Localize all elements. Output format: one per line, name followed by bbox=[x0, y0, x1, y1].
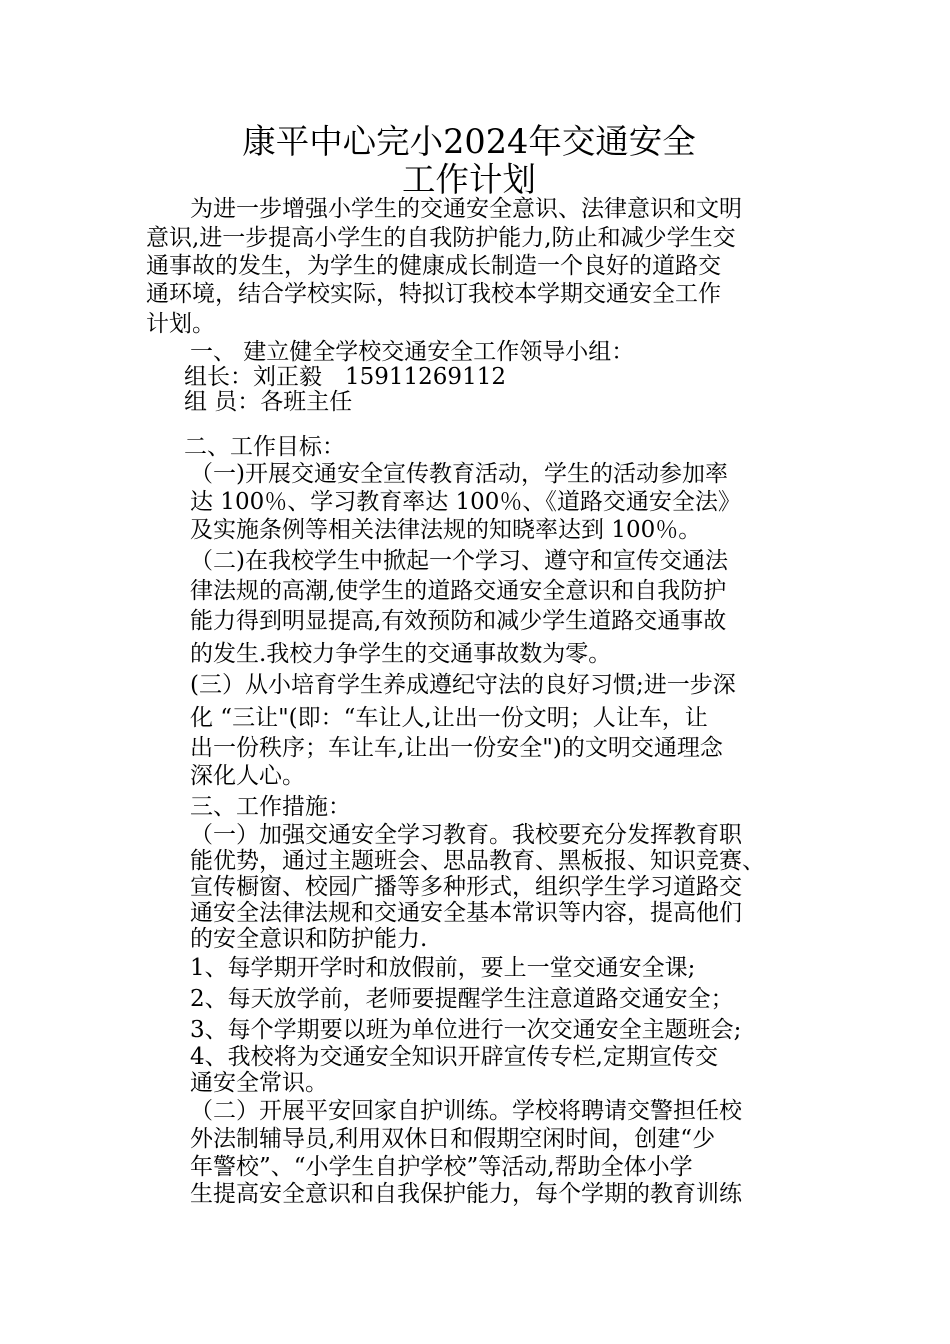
goal-3-line-2: 化 “三让"(即：“车让人,让出一份文明；人让车，让 bbox=[190, 705, 708, 731]
measure-item-4-line-1: 4、我校将为交通安全知识开辟宣传专栏,定期宣传交 bbox=[190, 1044, 718, 1070]
measure-1-line-2: 能优势，通过主题班会、思品教育、黑板报、知识竞赛、 bbox=[190, 848, 765, 874]
leader-line: 组长：刘正毅 15911269112 bbox=[184, 364, 506, 390]
intro-line-3: 通事故的发生，为学生的健康成长制造一个良好的道路交 bbox=[146, 253, 721, 279]
measure-2-line-4: 生提高安全意识和自我保护能力，每个学期的教育训练 bbox=[190, 1181, 742, 1207]
measure-1-line-4: 通安全法律法规和交通安全基本常识等内容，提高他们 bbox=[190, 900, 742, 926]
measure-2-line-2: 外法制辅导员,利用双休日和假期空闲时间，创建“少 bbox=[190, 1126, 716, 1152]
goal-2-line-1: （二)在我校学生中掀起一个学习、遵守和宣传交通法 bbox=[190, 548, 728, 574]
measure-1-line-1: （一）加强交通安全学习教育。我校要充分发挥教育职 bbox=[190, 822, 742, 848]
section-heading-1: 一、 建立健全学校交通安全工作领导小组： bbox=[190, 339, 635, 365]
goal-1-line-1: （一)开展交通安全宣传教育活动，学生的活动参加率 bbox=[190, 461, 728, 487]
goal-1-line-3: 及实施条例等相关法律法规的知晓率达到 100％。 bbox=[190, 517, 702, 543]
goal-3-line-3: 出一份秩序；车让车,让出一份安全")的文明交通理念 bbox=[190, 735, 723, 761]
measure-item-3: 3、每个学期要以班为单位进行一次交通安全主题班会; bbox=[190, 1017, 742, 1043]
measure-item-4-line-2: 通安全常识。 bbox=[190, 1070, 328, 1096]
intro-line-4: 通环境，结合学校实际，特拟订我校本学期交通安全工作 bbox=[146, 281, 721, 307]
section-heading-3: 三、工作措施： bbox=[190, 794, 351, 820]
goal-2-line-3: 能力得到明显提高,有效预防和减少学生道路交通事故 bbox=[190, 608, 727, 634]
document-title-line-1: 康平中心完小2024年交通安全 bbox=[242, 122, 696, 161]
measure-item-1: 1、每学期开学时和放假前，要上一堂交通安全课; bbox=[190, 955, 696, 981]
intro-line-2: 意识,进一步提高小学生的自我防护能力,防止和减少学生交 bbox=[146, 225, 736, 251]
section-heading-2: 二、工作目标： bbox=[184, 434, 345, 460]
measure-1-line-5: 的安全意识和防护能力. bbox=[190, 926, 428, 952]
measure-2-line-1: （二）开展平安回家自护训练。学校将聘请交警担任校 bbox=[190, 1098, 742, 1124]
measure-1-line-3: 宣传橱窗、校园广播等多种形式，组织学生学习道路交 bbox=[190, 874, 742, 900]
measure-2-line-3: 年警校”、“小学生自护学校”等活动,帮助全体小学 bbox=[190, 1154, 693, 1180]
intro-line-5: 计划。 bbox=[146, 311, 215, 337]
intro-line-1: 为进一步增强小学生的交通安全意识、法律意识和文明 bbox=[190, 196, 742, 222]
goal-2-line-4: 的发生.我校力争学生的交通事故数为零。 bbox=[190, 641, 612, 667]
goal-2-line-2: 律法规的高潮,使学生的道路交通安全意识和自我防护 bbox=[190, 578, 727, 604]
goal-1-line-2: 达 100％、学习教育率达 100％、《道路交通安全法》 bbox=[190, 489, 741, 515]
document-title-line-2: 工作计划 bbox=[402, 160, 536, 199]
goal-3-line-1: (三）从小培育学生养成遵纪守法的良好习惯;进一步深 bbox=[190, 672, 736, 698]
member-line: 组 员：各班主任 bbox=[184, 389, 353, 415]
measure-item-2: 2、每天放学前，老师要提醒学生注意道路交通安全； bbox=[190, 986, 734, 1012]
goal-3-line-4: 深化人心。 bbox=[190, 763, 305, 789]
